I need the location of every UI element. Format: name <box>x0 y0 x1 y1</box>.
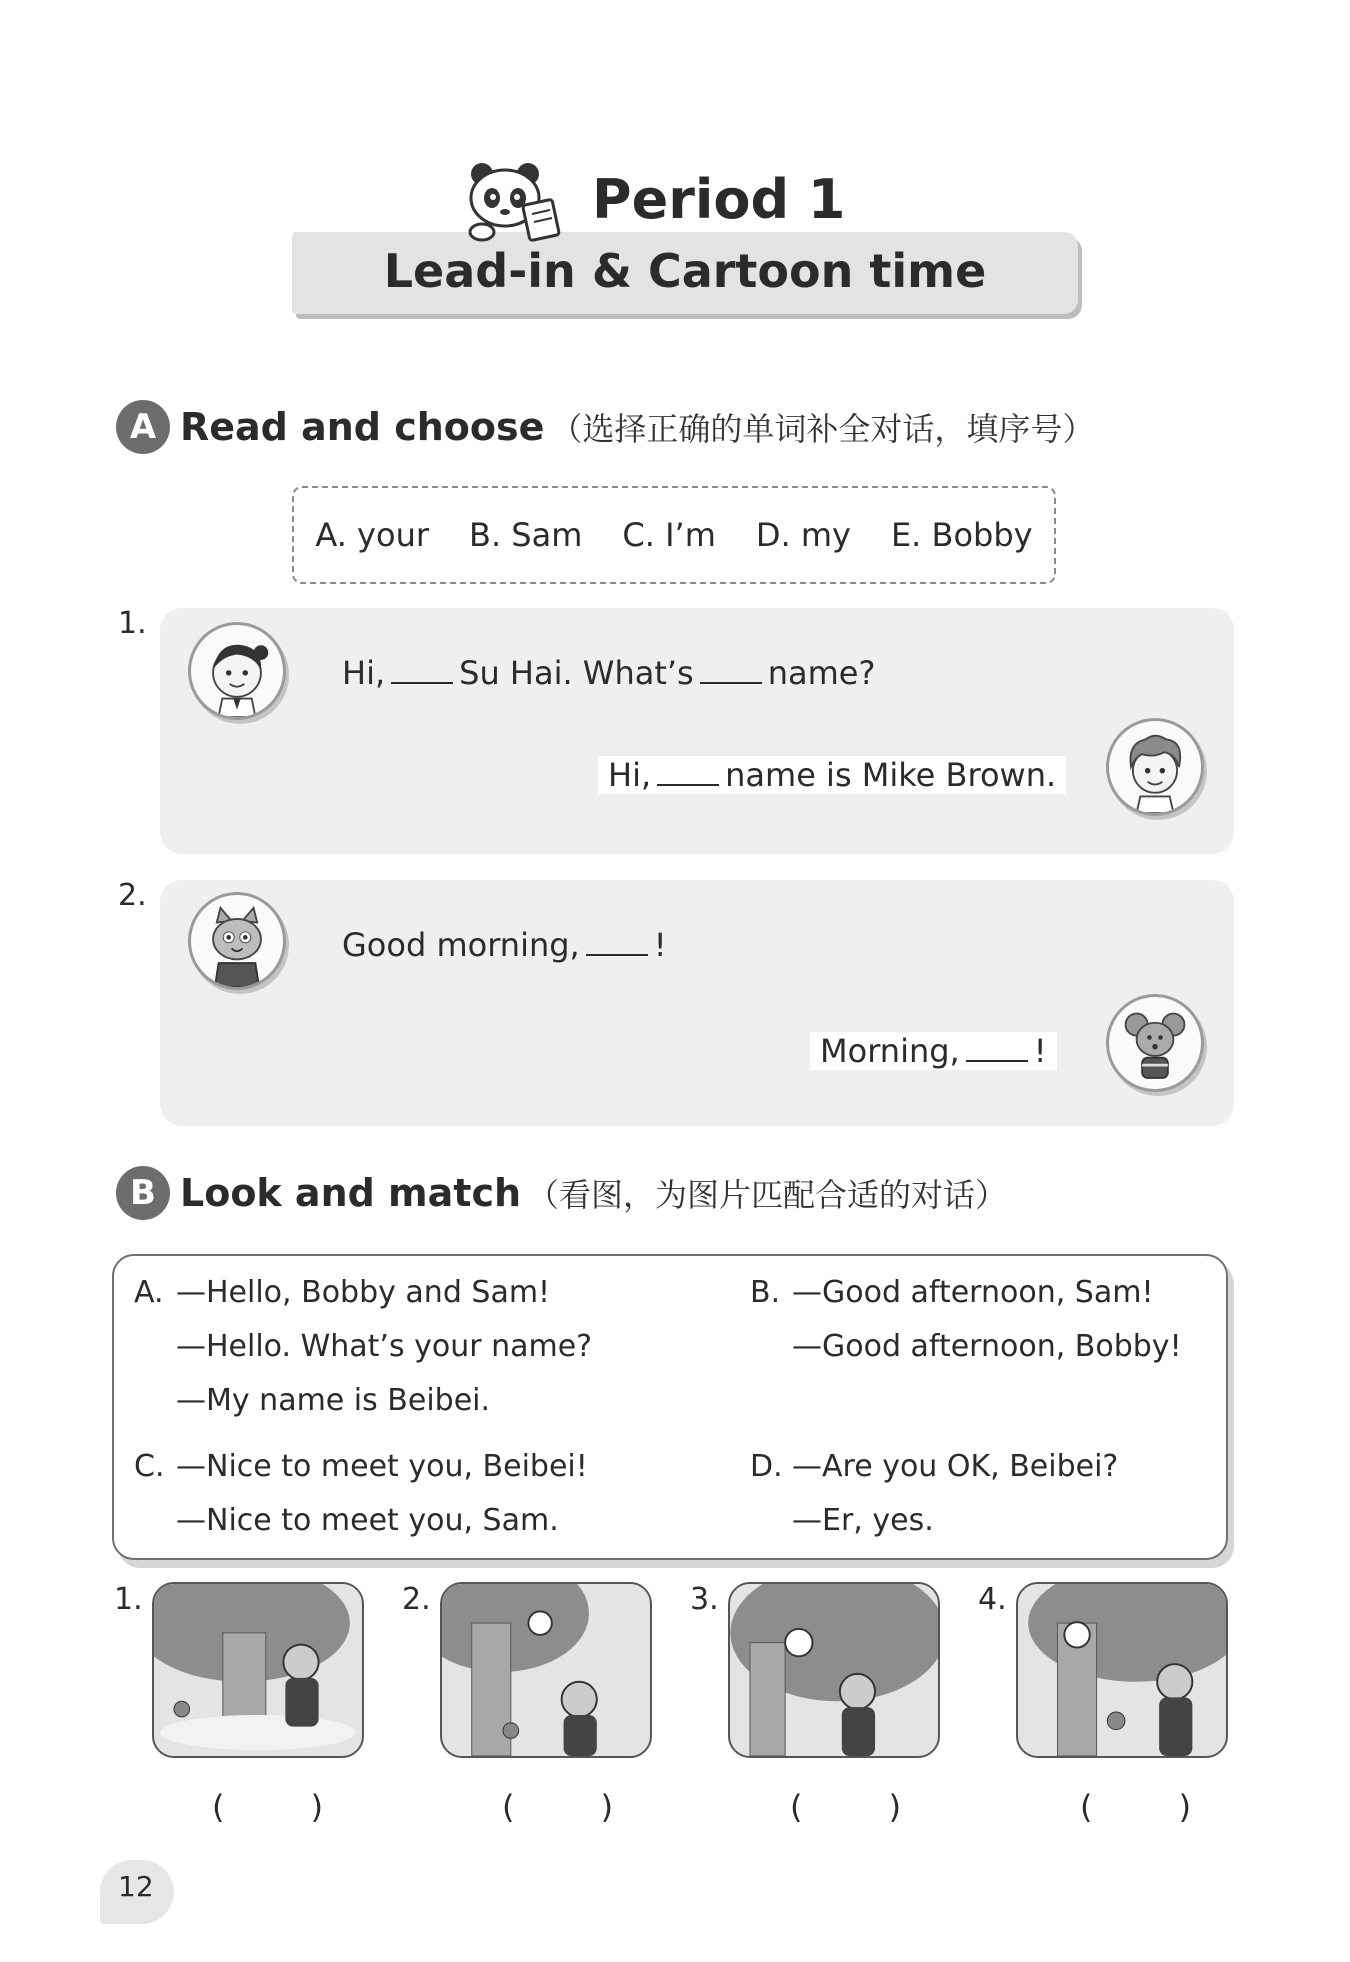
answer-blank[interactable] <box>391 658 453 684</box>
page-number: 12 <box>118 1870 154 1903</box>
section-b-header <box>116 1166 1007 1220</box>
dialogue-line: Hi, Su Hai. What’s name? <box>342 654 876 692</box>
picture-number: 3. <box>690 1582 719 1617</box>
dialogue-panel-2 <box>160 880 1234 1126</box>
dialogue-line: Good morning, ! <box>342 926 667 964</box>
picture-2 <box>440 1582 652 1758</box>
panda-mascot-icon <box>452 158 574 244</box>
section-b-note: （看图，为图片匹配合适的对话） <box>527 1176 1008 1214</box>
bobby-mouse-avatar-icon <box>1106 994 1204 1092</box>
answer-blank[interactable] <box>586 930 648 956</box>
question-number: 2. <box>118 878 147 913</box>
picture-number: 2. <box>402 1582 431 1617</box>
cartoon-tree-scene-icon <box>442 1584 650 1756</box>
dialogue-option-a: A. —Hello, Bobby and Sam! —Hello. What’s your name? —My name is Beibei. <box>134 1275 593 1418</box>
lesson-title: Lead-in & Cartoon time <box>383 244 987 298</box>
section-a-header <box>116 400 1094 454</box>
question-number: 1. <box>118 606 147 641</box>
sam-cat-avatar-icon <box>188 892 286 990</box>
answer-blank[interactable] <box>700 658 762 684</box>
word-option: C. I’m <box>622 516 716 554</box>
answer-blank[interactable] <box>966 1036 1028 1062</box>
dialogue-line: Morning, ! <box>810 1032 1057 1070</box>
cartoon-tree-scene-icon <box>1018 1584 1226 1756</box>
picture-number: 1. <box>114 1582 143 1617</box>
dialogue-panel-1 <box>160 608 1234 854</box>
picture-3 <box>728 1582 940 1758</box>
section-b-badge: B <box>116 1166 170 1220</box>
dialogue-option-c: C. —Nice to meet you, Beibei! —Nice to meet you, Sam. <box>134 1449 588 1538</box>
dialogue-option-d: D. —Are you OK, Beibei? —Er, yes. <box>750 1449 1119 1538</box>
word-option: A. your <box>315 516 429 554</box>
picture-number: 4. <box>978 1582 1007 1617</box>
dialogue-line: Hi, name is Mike Brown. <box>598 756 1066 794</box>
su-hai-avatar-icon <box>188 622 286 720</box>
word-option: D. my <box>755 516 851 554</box>
picture-4 <box>1016 1582 1228 1758</box>
section-a-title: Read and choose <box>180 405 545 449</box>
word-options-box <box>292 486 1056 584</box>
answer-parentheses[interactable]: ( ) <box>1080 1788 1230 1826</box>
picture-1 <box>152 1582 364 1758</box>
cartoon-tree-scene-icon <box>730 1584 938 1756</box>
answer-parentheses[interactable]: ( ) <box>212 1788 362 1826</box>
section-a-badge: A <box>116 400 170 454</box>
answer-parentheses[interactable]: ( ) <box>790 1788 940 1826</box>
mike-avatar-icon <box>1106 718 1204 816</box>
cartoon-tree-scene-icon <box>154 1584 362 1756</box>
section-a-note: （选择正确的单词补全对话，填序号） <box>550 410 1095 448</box>
answer-parentheses[interactable]: ( ) <box>502 1788 652 1826</box>
section-b-title: Look and match <box>180 1171 522 1215</box>
answer-blank[interactable] <box>657 760 719 786</box>
word-option: B. Sam <box>469 516 583 554</box>
word-option: E. Bobby <box>890 516 1033 554</box>
period-title: Period 1 <box>592 168 846 231</box>
dialogue-option-b: B. —Good afternoon, Sam! —Good afternoon, Bobby! <box>750 1275 1182 1364</box>
